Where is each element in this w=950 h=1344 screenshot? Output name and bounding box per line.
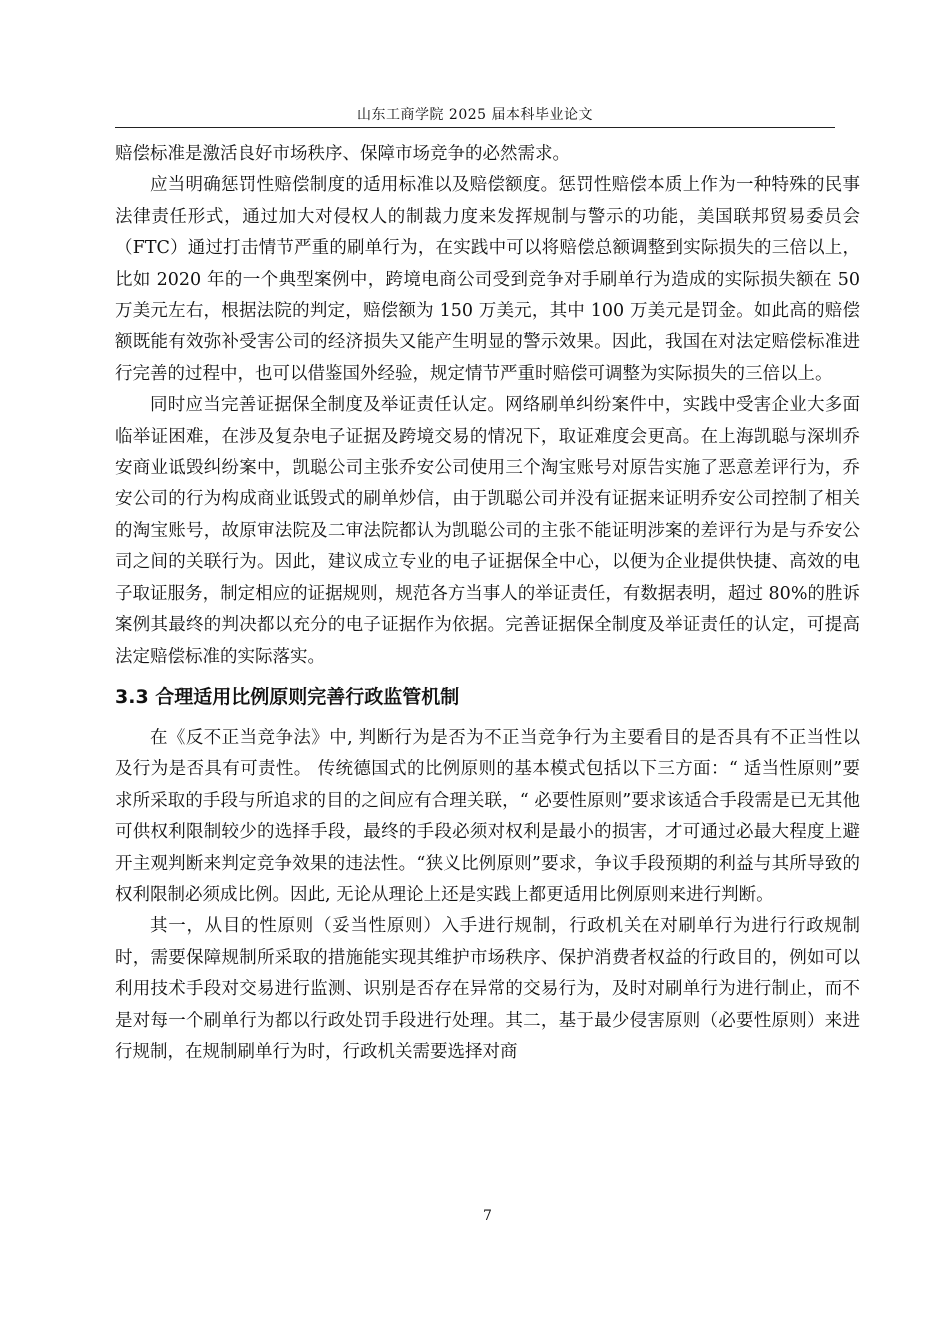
paragraph-continued: 赔偿标准是激活良好市场秩序、保障市场竞争的必然需求。	[115, 144, 570, 164]
page-number: 7	[483, 1208, 492, 1224]
paragraph-proportionality-principle: 在《反不正当竞争法》中, 判断行为是否为不正当竞争行为主要看目的是否具有不正当性以及行为是否具有可责性。 传统德国式的比例原则的基本模式包括以下三方面：“ 适当性原则”要求所采取的手段与所追求的目的之间应有合理关联，“ 必要性原则”要求该适合手段需是已无其他可供权利限制较少的选择手段，最终的手段必须对权利是最小的损害，才可通过必最大程度上避开主观判断来判定竞争效果的违法性。“狭义比例原则”要求，争议手段预期的利益与其所导致的权利限制必须成比例。因此, 无论从理论上还是实践上都更适用比例原则来进行判断。	[115, 727, 860, 905]
section-heading-3-3: 3.3 合理适用比例原则完善行政监管机制	[115, 685, 460, 708]
running-header: 山东工商学院 2025 届本科毕业论文	[356, 107, 594, 123]
paragraph-punitive-damages: 应当明确惩罚性赔偿制度的适用标准以及赔偿额度。惩罚性赔偿本质上作为一种特殊的民事法律责任形式，通过加大对侵权人的制裁力度来发挥规制与警示的功能，美国联邦贸易委员会（FTC）通过打击情节严重的刷单行为，在实践中可以将赔偿总额调整到实际损失的三倍以上，比如 2020 年的一个典型案例中，跨境电商公司受到竞争对手刷单行为造成的实际损失额在 50 万美元左右，根据法院的判定，赔偿额为 150 万美元，其中 100 万美元是罚金。如此高的赔偿额既能有效弥补受害公司的经济损失又能产生明显的警示效果。因此，我国在对法定赔偿标准进行完善的过程中，也可以借鉴国外经验，规定情节严重时赔偿可调整为实际损失的三倍以上。	[115, 175, 860, 384]
paragraph-administrative-regulation: 其一，从目的性原则（妥当性原则）入手进行规制，行政机关在对刷单行为进行行政规制时，需要保障规制所采取的措施能实现其维护市场秩序、保护消费者权益的行政目的，例如可以利用技术手段对交易进行监测、识别是否存在异常的交易行为，及时对刷单行为进行制止，而不是对每一个刷单行为都以行政处罚手段进行处理。其二，基于最少侵害原则（必要性原则）来进行规制，在规制刷单行为时，行政机关需要选择对商	[115, 916, 860, 1062]
header-rule	[115, 127, 835, 128]
paragraph-evidence-preservation: 同时应当完善证据保全制度及举证责任认定。网络刷单纠纷案件中，实践中受害企业大多面临举证困难，在涉及复杂电子证据及跨境交易的情况下，取证难度会更高。在上海凯聪与深圳乔安商业诋毁纠纷案中，凯聪公司主张乔安公司使用三个淘宝账号对原告实施了恶意差评行为，乔安公司的行为构成商业诋毁式的刷单炒信，由于凯聪公司并没有证据来证明乔安公司控制了相关的淘宝账号，故原审法院及二审法院都认为凯聪公司的主张不能证明涉案的差评行为是与乔安公司之间的关联行为。因此，建议成立专业的电子证据保全中心，以便为企业提供快捷、高效的电子取证服务，制定相应的证据规则，规范各方当事人的举证责任，有数据表明，超过 80%的胜诉案例其最终的判决都以充分的电子证据作为依据。完善证据保全制度及举证责任的认定，可提高法定赔偿标准的实际落实。	[115, 395, 860, 667]
body-text	[115, 139, 860, 1068]
